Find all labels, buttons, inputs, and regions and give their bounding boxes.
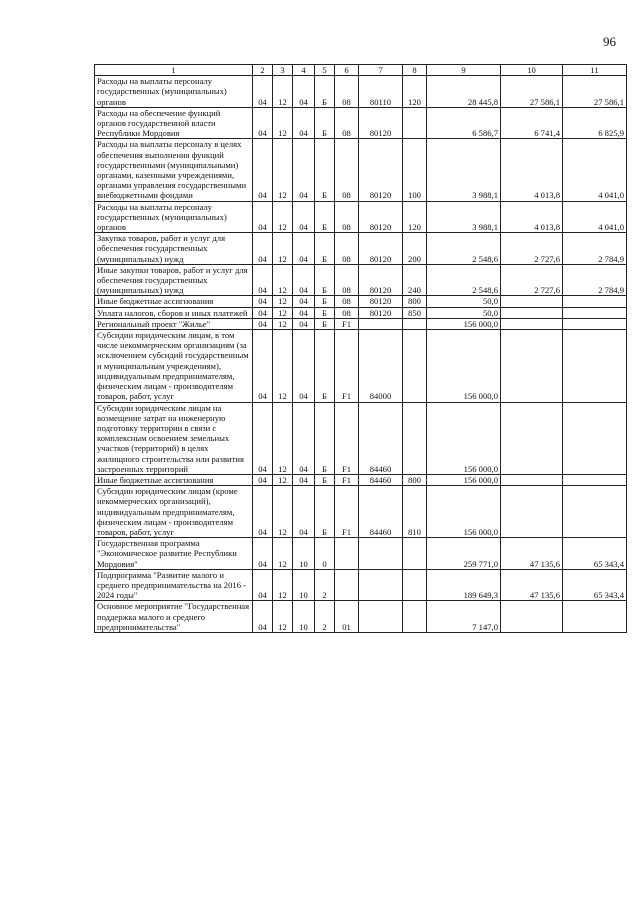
cell-col-11	[563, 296, 627, 307]
cell-col-11	[563, 307, 627, 318]
column-header-6: 6	[335, 65, 359, 76]
cell-col-3: 12	[273, 486, 293, 538]
table-row	[95, 139, 627, 201]
table-row	[95, 318, 627, 329]
row-name-cell: Расходы на выплаты персоналу в целях обеспечения выполнения функций государственными (муниципальными) органами, казенными учреждениями, органами управления государственными внебюджетными фондами	[95, 139, 253, 201]
column-header-3: 3	[273, 65, 293, 76]
row-name-cell: Государственная программа "Экономическое развитие Республики Мордовия"	[95, 538, 253, 570]
cell-col-2: 04	[253, 601, 273, 633]
cell-col-5: Б	[315, 318, 335, 329]
cell-col-6: 08	[335, 139, 359, 201]
cell-col-4: 10	[293, 538, 315, 570]
column-header-4: 4	[293, 65, 315, 76]
cell-col-9: 7 147,0	[427, 601, 501, 633]
cell-col-2: 04	[253, 107, 273, 139]
cell-col-2: 04	[253, 296, 273, 307]
row-name-cell: Подпрограмма "Развитие малого и среднего предпринимательства на 2016 - 2024 годы"	[95, 569, 253, 601]
row-name-cell: Иные бюджетные ассигнования	[95, 474, 253, 485]
cell-col-7: 80120	[359, 264, 403, 296]
cell-col-5: 2	[315, 569, 335, 601]
row-name-cell: Иные закупки товаров, работ и услуг для обеспечения государственных (муниципальных) нужд	[95, 264, 253, 296]
cell-col-7	[359, 538, 403, 570]
cell-col-2: 04	[253, 264, 273, 296]
row-name-cell: Субсидии юридическим лицам (кроме некоммерческих организаций), индивидуальным предпринимателям, физическим лицам - производителям товаров, работ, услуг	[95, 486, 253, 538]
cell-col-7: 80120	[359, 107, 403, 139]
cell-col-11: 2 784,9	[563, 233, 627, 265]
cell-col-3: 12	[273, 264, 293, 296]
cell-col-6: 08	[335, 107, 359, 139]
cell-col-11	[563, 318, 627, 329]
cell-col-2: 04	[253, 474, 273, 485]
cell-col-2: 04	[253, 201, 273, 233]
cell-col-2: 04	[253, 139, 273, 201]
cell-col-11: 65 343,4	[563, 569, 627, 601]
cell-col-8: 120	[403, 201, 427, 233]
table-row	[95, 569, 627, 601]
cell-col-10	[501, 474, 563, 485]
cell-col-9: 28 445,8	[427, 76, 501, 108]
cell-col-6: 01	[335, 601, 359, 633]
column-header-11: 11	[563, 65, 627, 76]
cell-col-8: 810	[403, 486, 427, 538]
cell-col-9: 156 000,0	[427, 330, 501, 402]
cell-col-11	[563, 474, 627, 485]
cell-col-3: 12	[273, 139, 293, 201]
row-name-cell: Закупка товаров, работ и услуг для обеспечения государственных (муниципальных) нужд	[95, 233, 253, 265]
column-header-10: 10	[501, 65, 563, 76]
cell-col-11	[563, 330, 627, 402]
cell-col-7: 80120	[359, 307, 403, 318]
cell-col-4: 10	[293, 601, 315, 633]
row-name-cell: Основное мероприятие "Государственная поддержка малого и среднего предпринимательства"	[95, 601, 253, 633]
cell-col-3: 12	[273, 107, 293, 139]
cell-col-10: 4 013,8	[501, 201, 563, 233]
column-header-8: 8	[403, 65, 427, 76]
cell-col-10	[501, 402, 563, 474]
cell-col-11: 4 041,0	[563, 139, 627, 201]
cell-col-10: 4 013,8	[501, 139, 563, 201]
cell-col-4: 04	[293, 318, 315, 329]
cell-col-9: 189 649,3	[427, 569, 501, 601]
cell-col-3: 12	[273, 474, 293, 485]
cell-col-10	[501, 318, 563, 329]
cell-col-11	[563, 402, 627, 474]
cell-col-7	[359, 601, 403, 633]
cell-col-6: F1	[335, 474, 359, 485]
cell-col-3: 12	[273, 330, 293, 402]
cell-col-4: 04	[293, 296, 315, 307]
table-row	[95, 296, 627, 307]
cell-col-8: 120	[403, 76, 427, 108]
cell-col-8: 240	[403, 264, 427, 296]
cell-col-7	[359, 318, 403, 329]
cell-col-7: 80120	[359, 201, 403, 233]
cell-col-5: Б	[315, 201, 335, 233]
cell-col-10: 47 135,6	[501, 569, 563, 601]
cell-col-9: 50,0	[427, 307, 501, 318]
table-row	[95, 538, 627, 570]
cell-col-6: 08	[335, 307, 359, 318]
cell-col-10: 6 741,4	[501, 107, 563, 139]
cell-col-2: 04	[253, 318, 273, 329]
cell-col-4: 04	[293, 233, 315, 265]
cell-col-2: 04	[253, 76, 273, 108]
cell-col-10	[501, 601, 563, 633]
cell-col-2: 04	[253, 307, 273, 318]
cell-col-11: 6 825,9	[563, 107, 627, 139]
cell-col-7: 80120	[359, 233, 403, 265]
cell-col-7: 84460	[359, 486, 403, 538]
cell-col-3: 12	[273, 201, 293, 233]
cell-col-8	[403, 402, 427, 474]
cell-col-2: 04	[253, 330, 273, 402]
row-name-cell: Уплата налогов, сборов и иных платежей	[95, 307, 253, 318]
cell-col-4: 04	[293, 486, 315, 538]
cell-col-5: Б	[315, 307, 335, 318]
cell-col-6: F1	[335, 318, 359, 329]
cell-col-3: 12	[273, 402, 293, 474]
row-name-cell: Иные бюджетные ассигнования	[95, 296, 253, 307]
cell-col-9: 156 000,0	[427, 318, 501, 329]
cell-col-10	[501, 307, 563, 318]
cell-col-7: 84000	[359, 330, 403, 402]
cell-col-2: 04	[253, 569, 273, 601]
cell-col-6: 08	[335, 76, 359, 108]
cell-col-9: 2 548,6	[427, 233, 501, 265]
cell-col-4: 10	[293, 569, 315, 601]
cell-col-5: 0	[315, 538, 335, 570]
cell-col-11: 4 041,0	[563, 201, 627, 233]
cell-col-7: 80110	[359, 76, 403, 108]
cell-col-5: Б	[315, 330, 335, 402]
cell-col-8	[403, 601, 427, 633]
cell-col-10: 2 727,6	[501, 233, 563, 265]
column-header-1: 1	[95, 65, 253, 76]
cell-col-8	[403, 569, 427, 601]
cell-col-8	[403, 107, 427, 139]
cell-col-9: 3 988,1	[427, 139, 501, 201]
cell-col-6	[335, 569, 359, 601]
cell-col-4: 04	[293, 264, 315, 296]
cell-col-7: 80120	[359, 139, 403, 201]
cell-col-5: Б	[315, 139, 335, 201]
cell-col-2: 04	[253, 402, 273, 474]
cell-col-8: 800	[403, 474, 427, 485]
table-row	[95, 330, 627, 402]
table-row	[95, 486, 627, 538]
table-row	[95, 107, 627, 139]
cell-col-5: Б	[315, 474, 335, 485]
row-name-cell: Субсидии юридическим лицам на возмещение затрат на инженерную подготовку территории в связи с комплексным освоением земельных участков (территорий) в целях жилищного строительства или развития застроенных территорий	[95, 402, 253, 474]
budget-table	[94, 64, 627, 633]
cell-col-10: 27 586,1	[501, 76, 563, 108]
cell-col-6: F1	[335, 486, 359, 538]
row-name-cell: Региональный проект "Жилье"	[95, 318, 253, 329]
cell-col-3: 12	[273, 296, 293, 307]
cell-col-11: 27 586,1	[563, 76, 627, 108]
cell-col-2: 04	[253, 538, 273, 570]
row-name-cell: Расходы на выплаты персоналу государственных (муниципальных) органов	[95, 76, 253, 108]
column-header-9: 9	[427, 65, 501, 76]
cell-col-6: 08	[335, 233, 359, 265]
cell-col-4: 04	[293, 474, 315, 485]
cell-col-4: 04	[293, 402, 315, 474]
cell-col-9: 156 000,0	[427, 486, 501, 538]
cell-col-2: 04	[253, 233, 273, 265]
cell-col-8	[403, 318, 427, 329]
row-name-cell: Расходы на выплаты персоналу государственных (муниципальных) органов	[95, 201, 253, 233]
cell-col-10: 2 727,6	[501, 264, 563, 296]
cell-col-5: Б	[315, 233, 335, 265]
table-header-row	[95, 65, 627, 76]
cell-col-10	[501, 330, 563, 402]
cell-col-8: 850	[403, 307, 427, 318]
table-row	[95, 474, 627, 485]
cell-col-4: 04	[293, 76, 315, 108]
table-row	[95, 601, 627, 633]
cell-col-4: 04	[293, 201, 315, 233]
cell-col-5: 2	[315, 601, 335, 633]
cell-col-6	[335, 538, 359, 570]
cell-col-8: 200	[403, 233, 427, 265]
cell-col-10	[501, 486, 563, 538]
cell-col-4: 04	[293, 330, 315, 402]
cell-col-5: Б	[315, 486, 335, 538]
cell-col-8: 800	[403, 296, 427, 307]
table-row	[95, 264, 627, 296]
cell-col-6: F1	[335, 402, 359, 474]
cell-col-5: Б	[315, 76, 335, 108]
cell-col-10	[501, 296, 563, 307]
cell-col-8	[403, 330, 427, 402]
cell-col-7: 84460	[359, 474, 403, 485]
cell-col-3: 12	[273, 307, 293, 318]
cell-col-3: 12	[273, 76, 293, 108]
cell-col-3: 12	[273, 233, 293, 265]
cell-col-9: 156 000,0	[427, 402, 501, 474]
cell-col-3: 12	[273, 569, 293, 601]
cell-col-3: 12	[273, 538, 293, 570]
cell-col-9: 6 586,7	[427, 107, 501, 139]
page-number: 96	[603, 34, 616, 49]
cell-col-5: Б	[315, 296, 335, 307]
cell-col-9: 3 988,1	[427, 201, 501, 233]
row-name-cell: Субсидии юридическим лицам, в том числе некоммерческим организациям (за исключением субсидий государственным и муниципальным учреждениям), индивидуальным предпринимателям, физическим лицам - производителям товаров, работ, услуг	[95, 330, 253, 402]
column-header-2: 2	[253, 65, 273, 76]
cell-col-8	[403, 538, 427, 570]
cell-col-4: 04	[293, 107, 315, 139]
cell-col-9: 259 771,0	[427, 538, 501, 570]
cell-col-5: Б	[315, 402, 335, 474]
column-header-7: 7	[359, 65, 403, 76]
table-row	[95, 201, 627, 233]
cell-col-9: 156 000,0	[427, 474, 501, 485]
cell-col-5: Б	[315, 107, 335, 139]
cell-col-6: 08	[335, 264, 359, 296]
cell-col-5: Б	[315, 264, 335, 296]
cell-col-8: 100	[403, 139, 427, 201]
cell-col-7	[359, 569, 403, 601]
cell-col-6: 08	[335, 201, 359, 233]
cell-col-4: 04	[293, 139, 315, 201]
cell-col-9: 50,0	[427, 296, 501, 307]
cell-col-6: 08	[335, 296, 359, 307]
cell-col-2: 04	[253, 486, 273, 538]
cell-col-3: 12	[273, 601, 293, 633]
column-header-5: 5	[315, 65, 335, 76]
table-row	[95, 402, 627, 474]
cell-col-10: 47 135,6	[501, 538, 563, 570]
cell-col-11	[563, 486, 627, 538]
cell-col-7: 80120	[359, 296, 403, 307]
table-body	[95, 76, 627, 633]
cell-col-3: 12	[273, 318, 293, 329]
cell-col-11: 65 343,4	[563, 538, 627, 570]
cell-col-7: 84460	[359, 402, 403, 474]
table-row	[95, 307, 627, 318]
cell-col-11: 2 784,9	[563, 264, 627, 296]
cell-col-4: 04	[293, 307, 315, 318]
table-row	[95, 76, 627, 108]
row-name-cell: Расходы на обеспечение функций органов государственной власти Республики Мордовия	[95, 107, 253, 139]
table-row	[95, 233, 627, 265]
cell-col-6: F1	[335, 330, 359, 402]
cell-col-9: 2 548,6	[427, 264, 501, 296]
cell-col-11	[563, 601, 627, 633]
